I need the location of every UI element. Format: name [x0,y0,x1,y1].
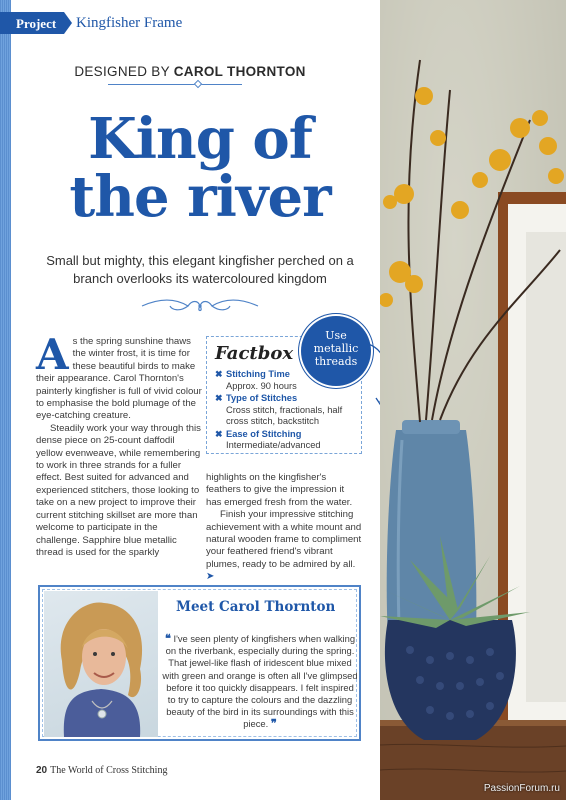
product-photo [380,0,566,800]
factbox-item [215,393,359,428]
article-title [0,106,380,230]
body-paragraph-2: Steadily work your way through this dense piece on 25-count daffodil yellow evenweave, while remembering to work in three strands for a fuller effect. Best suited for advanced and experienced stitchers, those looking to take on a new project to improve their current stitching skillset are more than welcome to participate in the challenge. Sapphire blue metallic thread is used for the sparkly [36,422,201,558]
factbox-item-label: Stitching Time [226,369,290,379]
metallic-threads-badge [301,316,371,386]
factbox-item-value: Cross stitch, fractionals, half cross stitch, backstitch [226,404,343,426]
designer-rule-ornament [194,80,202,88]
cross-stitch-icon: ✖ [215,393,223,403]
meet-designer-box [38,585,361,741]
designer-name: CAROL THORNTON [173,64,306,79]
body-column-2 [206,472,362,584]
dropcap: A [36,330,69,379]
factbox-item-label: Type of Stitches [226,393,298,403]
factbox-item-value: Approx. 90 hours [226,380,297,391]
close-quote-icon: ❞ [270,717,277,731]
vase-and-frame-photo-icon [380,0,566,800]
standfirst: Small but mighty, this elegant kingfisher perched on a branch overlooks its watercoloured kingdom [46,253,354,286]
flourish-ornament-icon [140,294,260,318]
designer-portrait-icon [44,591,158,737]
badge-line-1: Use [325,329,347,342]
watermark: PassionForum.ru [483,783,560,794]
factbox-item-label: Ease of Stitching [226,428,302,439]
designer-quote [162,633,358,731]
page-folio [36,765,167,776]
body-paragraph-3: highlights on the kingfisher's feathers to give the impression it has emerged fresh from the water. [206,472,353,508]
cross-stitch-icon: ✖ [215,428,223,439]
meet-title: Meet Carol Thornton [176,599,336,615]
designer-quote-text: I've seen plenty of kingfishers when walking on the riverbank, especially during the spring. That jewel-like flash of iridescent blue mixed with green and orange is often all I've glimpsed before it too quickly disappears. I felt inspired to try to capture the colours and the dazzling beauty of the bird in its surroundings with this piece. [162,633,358,730]
factbox-item-value: Intermediate/advanced [226,440,321,450]
body-paragraph-4-text: Finish your impressive stitching achievement with a white mount and natural wooden frame to compliment your feathered friend's vibrant plumes, ready to be admired by all. [206,509,362,570]
badge-line-3: threads [314,355,358,368]
magazine-name: The World of Cross Stitching [50,765,168,776]
factbox-title: Factbox [215,343,294,364]
designer-rule [108,84,242,85]
designer-credit [0,64,380,79]
section-tag: Project [0,12,64,34]
badge-line-2: metallic [313,342,359,355]
body-column-1 [36,330,202,559]
section-topic: Kingfisher Frame [76,15,183,31]
body-paragraph-4 [206,509,362,583]
designer-prefix: DESIGNED BY [74,64,170,79]
body-paragraph-1: s the spring sunshine thaws the winter frost, it is time for these beautiful birds to make their appearance. Carol Thornton's painterly kingfisher is full of vivid colour to emphasise the bold plumage of the eye-catching creature. [36,336,202,422]
title-line-2: the river [69,164,331,230]
open-quote-icon: ❝ [164,632,171,645]
continue-arrow-icon: ➤ [206,571,215,583]
cross-stitch-icon: ✖ [215,369,223,379]
designer-photo [44,591,158,737]
page-number: 20 [36,765,48,776]
title-line-1: King of [88,106,312,172]
factbox-item [215,429,359,452]
